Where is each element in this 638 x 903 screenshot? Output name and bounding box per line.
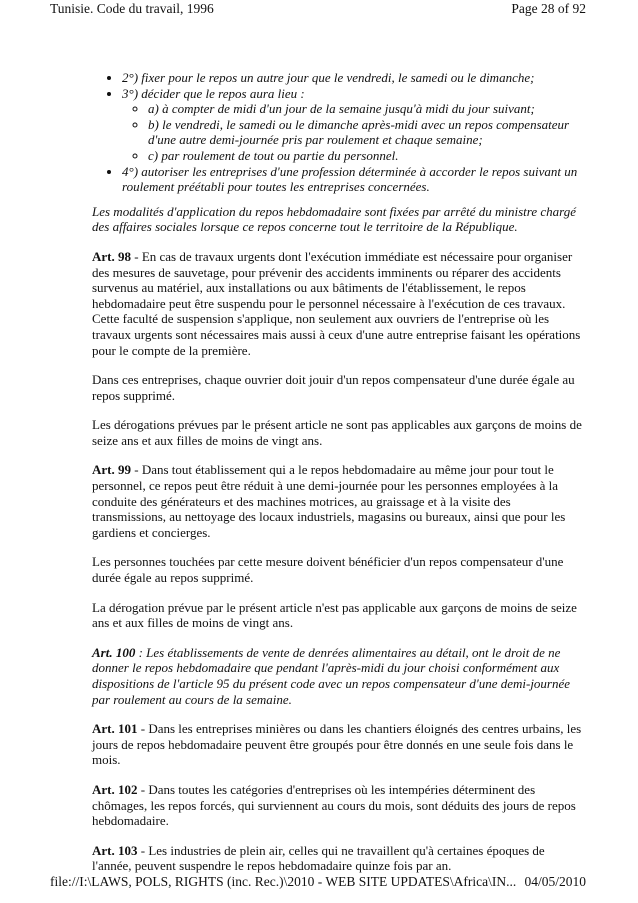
- page-number: Page 28 of 92: [511, 1, 586, 16]
- article-99: [92, 462, 584, 540]
- list-item-4: • 4°) autoriser les entreprises d'une profession déterminée à accorder le repos suivant un roulement préétabli pour toutes les entreprises concernées.: [122, 164, 584, 195]
- list-item-2: • 2°) fixer pour le repos un autre jour que le vendredi, le samedi ou le dimanche;: [122, 70, 584, 86]
- article-99-paragraph-3: La dérogation prévue par le présent article n'est pas applicable aux garçons de moins de seize ans et aux filles de moins de vingt ans.: [92, 599, 577, 631]
- article-102-text: - Dans toutes les catégories d'entreprises où les intempéries déterminent des chômages, les repos forcés, qui surviennent au cours du mois, sont déduits des jours de repos hebdomadaire.: [92, 781, 576, 829]
- article-99-label: Art. 99: [92, 462, 131, 478]
- article-98-label: Art. 98: [92, 248, 131, 264]
- article-100-label: Art. 100: [92, 644, 136, 660]
- article-102: [92, 782, 584, 829]
- document-title-header: Tunisie. Code du travail, 1996: [50, 1, 214, 16]
- article-98-paragraph-2: Dans ces entreprises, chaque ouvrier doit jouir d'un repos compensateur d'une durée égale au repos supprimé.: [92, 372, 575, 403]
- print-date: 04/05/2010: [524, 874, 586, 889]
- article-103: [92, 843, 584, 874]
- sub-list: [122, 101, 584, 163]
- article-103-label: Art. 103: [92, 842, 138, 858]
- list-item-3: [122, 86, 584, 164]
- article-98: [92, 249, 584, 358]
- document-body: [92, 70, 584, 888]
- article-98-text: - En cas de travaux urgents dont l'exécution immédiate est nécessaire pour organiser des mesures de sauvetage, pour prévenir des accidents imminents ou réparer des accidents survenus au matériel, aux installations ou aux bâtiments de l'établissement, le repos hebdomadaire peut être suspendu pour le personnel nécessaire à l'exécution de ces travaux. Cette faculté de suspension s'applique, non seulement aux ouvriers de l'entreprise où les travaux urgents sont nécessaires mais aussi à ceux d'une autre entreprise faisant les opérations pour le compte de la première.: [92, 248, 581, 358]
- article-101: [92, 721, 584, 768]
- article-98-paragraph-3: Les dérogations prévues par le présent article ne sont pas applicables aux garçons de moins de seize ans et aux filles de moins de vingt ans.: [92, 417, 582, 448]
- article-100-text: : Les établissements de vente de denrées alimentaires au détail, ont le droit de ne donner le repos hebdomadaire que pendant l'après-midi du jour choisi conformément aux dispositions de l'article 95 du présent code avec un repos compensateur d'une demi-journée par roulement au cours de la semaine.: [92, 644, 571, 707]
- article-100: [92, 645, 584, 707]
- article-99-paragraph-2: Les personnes touchées par cette mesure doivent bénéficier d'un repos compensateur d'une durée égale au repos supprimé.: [92, 554, 564, 586]
- article-103-text: - Les industries de plein air, celles qui ne travaillent qu'à certaines époques de l'année, peuvent suspendre le repos hebdomadaire quinze fois par an.: [92, 842, 545, 874]
- sub-item-c: ◦ c) par roulement de tout ou partie du personnel.: [148, 148, 584, 164]
- article-102-label: Art. 102: [92, 781, 138, 797]
- list-item-3-label: 3°) décider que le repos aura lieu :: [122, 85, 305, 101]
- sub-item-b: ◦ b) le vendredi, le samedi ou le dimanche après-midi avec un repos compensateur d'une autre demi-journée pris par roulement et chaque semaine;: [148, 117, 584, 148]
- article-101-label: Art. 101: [92, 721, 138, 737]
- modalites-paragraph: Les modalités d'application du repos hebdomadaire sont fixées par arrêté du ministre chargé des affaires sociales lorsque ce repos concerne tout le territoire de la République.: [92, 203, 576, 235]
- file-path-footer: file://I:\LAWS, POLS, RIGHTS (inc. Rec.)\2010 - WEB SITE UPDATES\Africa\IN...: [50, 874, 517, 889]
- sub-item-a: ◦ a) à compter de midi d'un jour de la semaine jusqu'à midi du jour suivant;: [148, 101, 584, 117]
- article-101-text: - Dans les entreprises minières ou dans les chantiers éloignés des centres urbains, les jours de repos hebdomadaire peuvent être groupés pour être donnés en une seule fois dans le mois.: [92, 721, 582, 768]
- derogation-list: [92, 70, 584, 195]
- article-99-text: - Dans tout établissement qui a le repos hebdomadaire au même jour pour tout le personnel, ce repos peut être réduit à une demi-journée pour les personnes employées à la conduite des générateurs et des machines motrices, au graissage et à la visite des transmissions, au nettoyage des locaux industriels, magasins ou bureaux, ainsi que pour les gardiens et concierges.: [92, 462, 566, 540]
